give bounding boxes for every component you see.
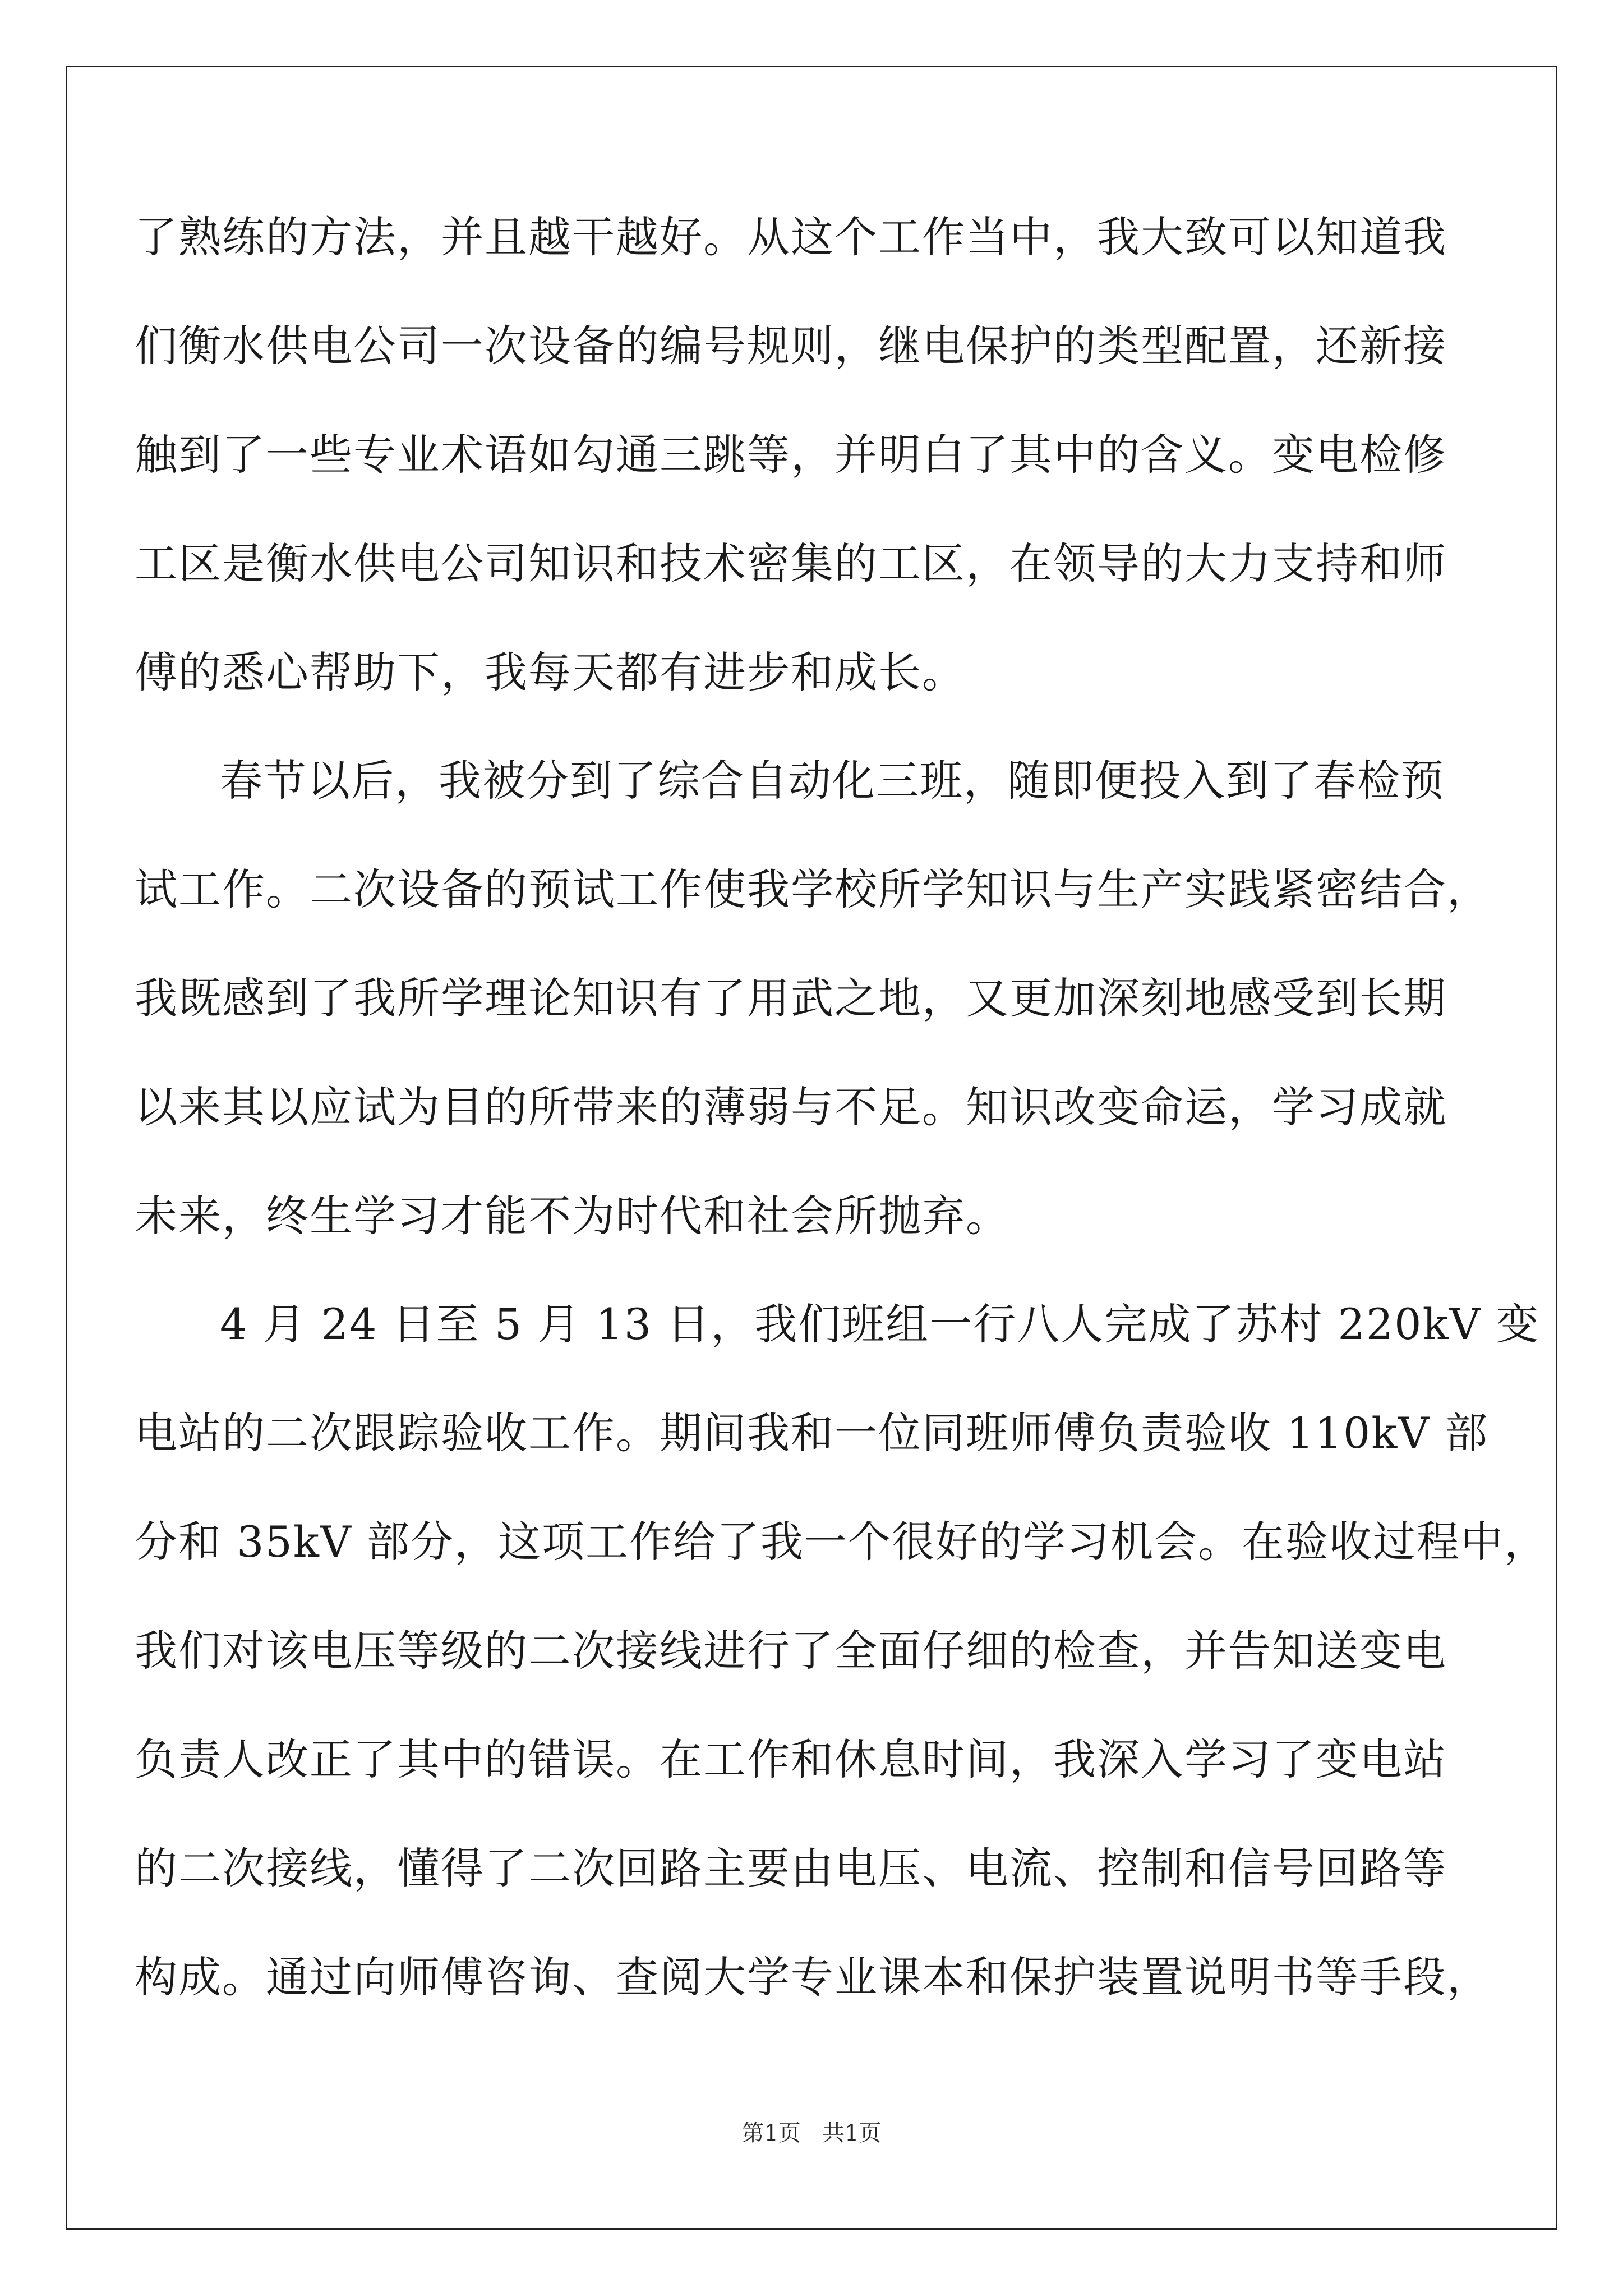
text-line: 构成。通过向师傅咨询、查阅大学专业课本和保护装置说明书等手段， — [135, 1952, 1491, 2002]
text-line: 春节以后，我被分到了综合自动化三班，随即便投入到了春检预 — [220, 756, 1445, 806]
text-line: 触到了一些专业术语如勾通三跳等，并明白了其中的含义。变电检修 — [135, 430, 1447, 480]
text-line: 了熟练的方法，并且越干越好。从这个工作当中，我大致可以知道我 — [135, 212, 1447, 262]
text-line: 分和 35kV 部分，这项工作给了我一个很好的学习机会。在验收过程中， — [135, 1517, 1548, 1567]
text-line: 试工作。二次设备的预试工作使我学校所学知识与生产实践紧密结合， — [135, 864, 1491, 914]
page-number: 第1页 共1页 — [741, 2120, 882, 2146]
text-line: 以来其以应试为目的所带来的薄弱与不足。知识改变命运，学习成就 — [135, 1082, 1447, 1132]
text-line: 电站的二次跟踪验收工作。期间我和一位同班师傅负责验收 110kV 部 — [135, 1408, 1489, 1458]
text-line: 我既感到了我所学理论知识有了用武之地，又更加深刻地感受到长期 — [135, 973, 1447, 1023]
text-line: 傅的悉心帮助下，我每天都有进步和成长。 — [135, 647, 966, 697]
text-line: 4 月 24 日至 5 月 13 日，我们班组一行八人完成了苏村 220kV 变 — [220, 1299, 1540, 1349]
text-line: 未来，终生学习才能不为时代和社会所抛弃。 — [135, 1191, 1009, 1241]
document-body — [135, 212, 1548, 2065]
text-line: 我们对该电压等级的二次接线进行了全面仔细的检查，并告知送变电 — [135, 1626, 1447, 1676]
text-line: 工区是衡水供电公司知识和技术密集的工区，在领导的大力支持和师 — [135, 539, 1447, 588]
text-line: 们衡水供电公司一次设备的编号规则，继电保护的类型配置，还新接 — [135, 321, 1447, 371]
text-line: 负责人改正了其中的错误。在工作和休息时间，我深入学习了变电站 — [135, 1734, 1447, 1784]
page-footer — [0, 2122, 1623, 2145]
text-line: 的二次接线，懂得了二次回路主要由电压、电流、控制和信号回路等 — [135, 1843, 1447, 1893]
